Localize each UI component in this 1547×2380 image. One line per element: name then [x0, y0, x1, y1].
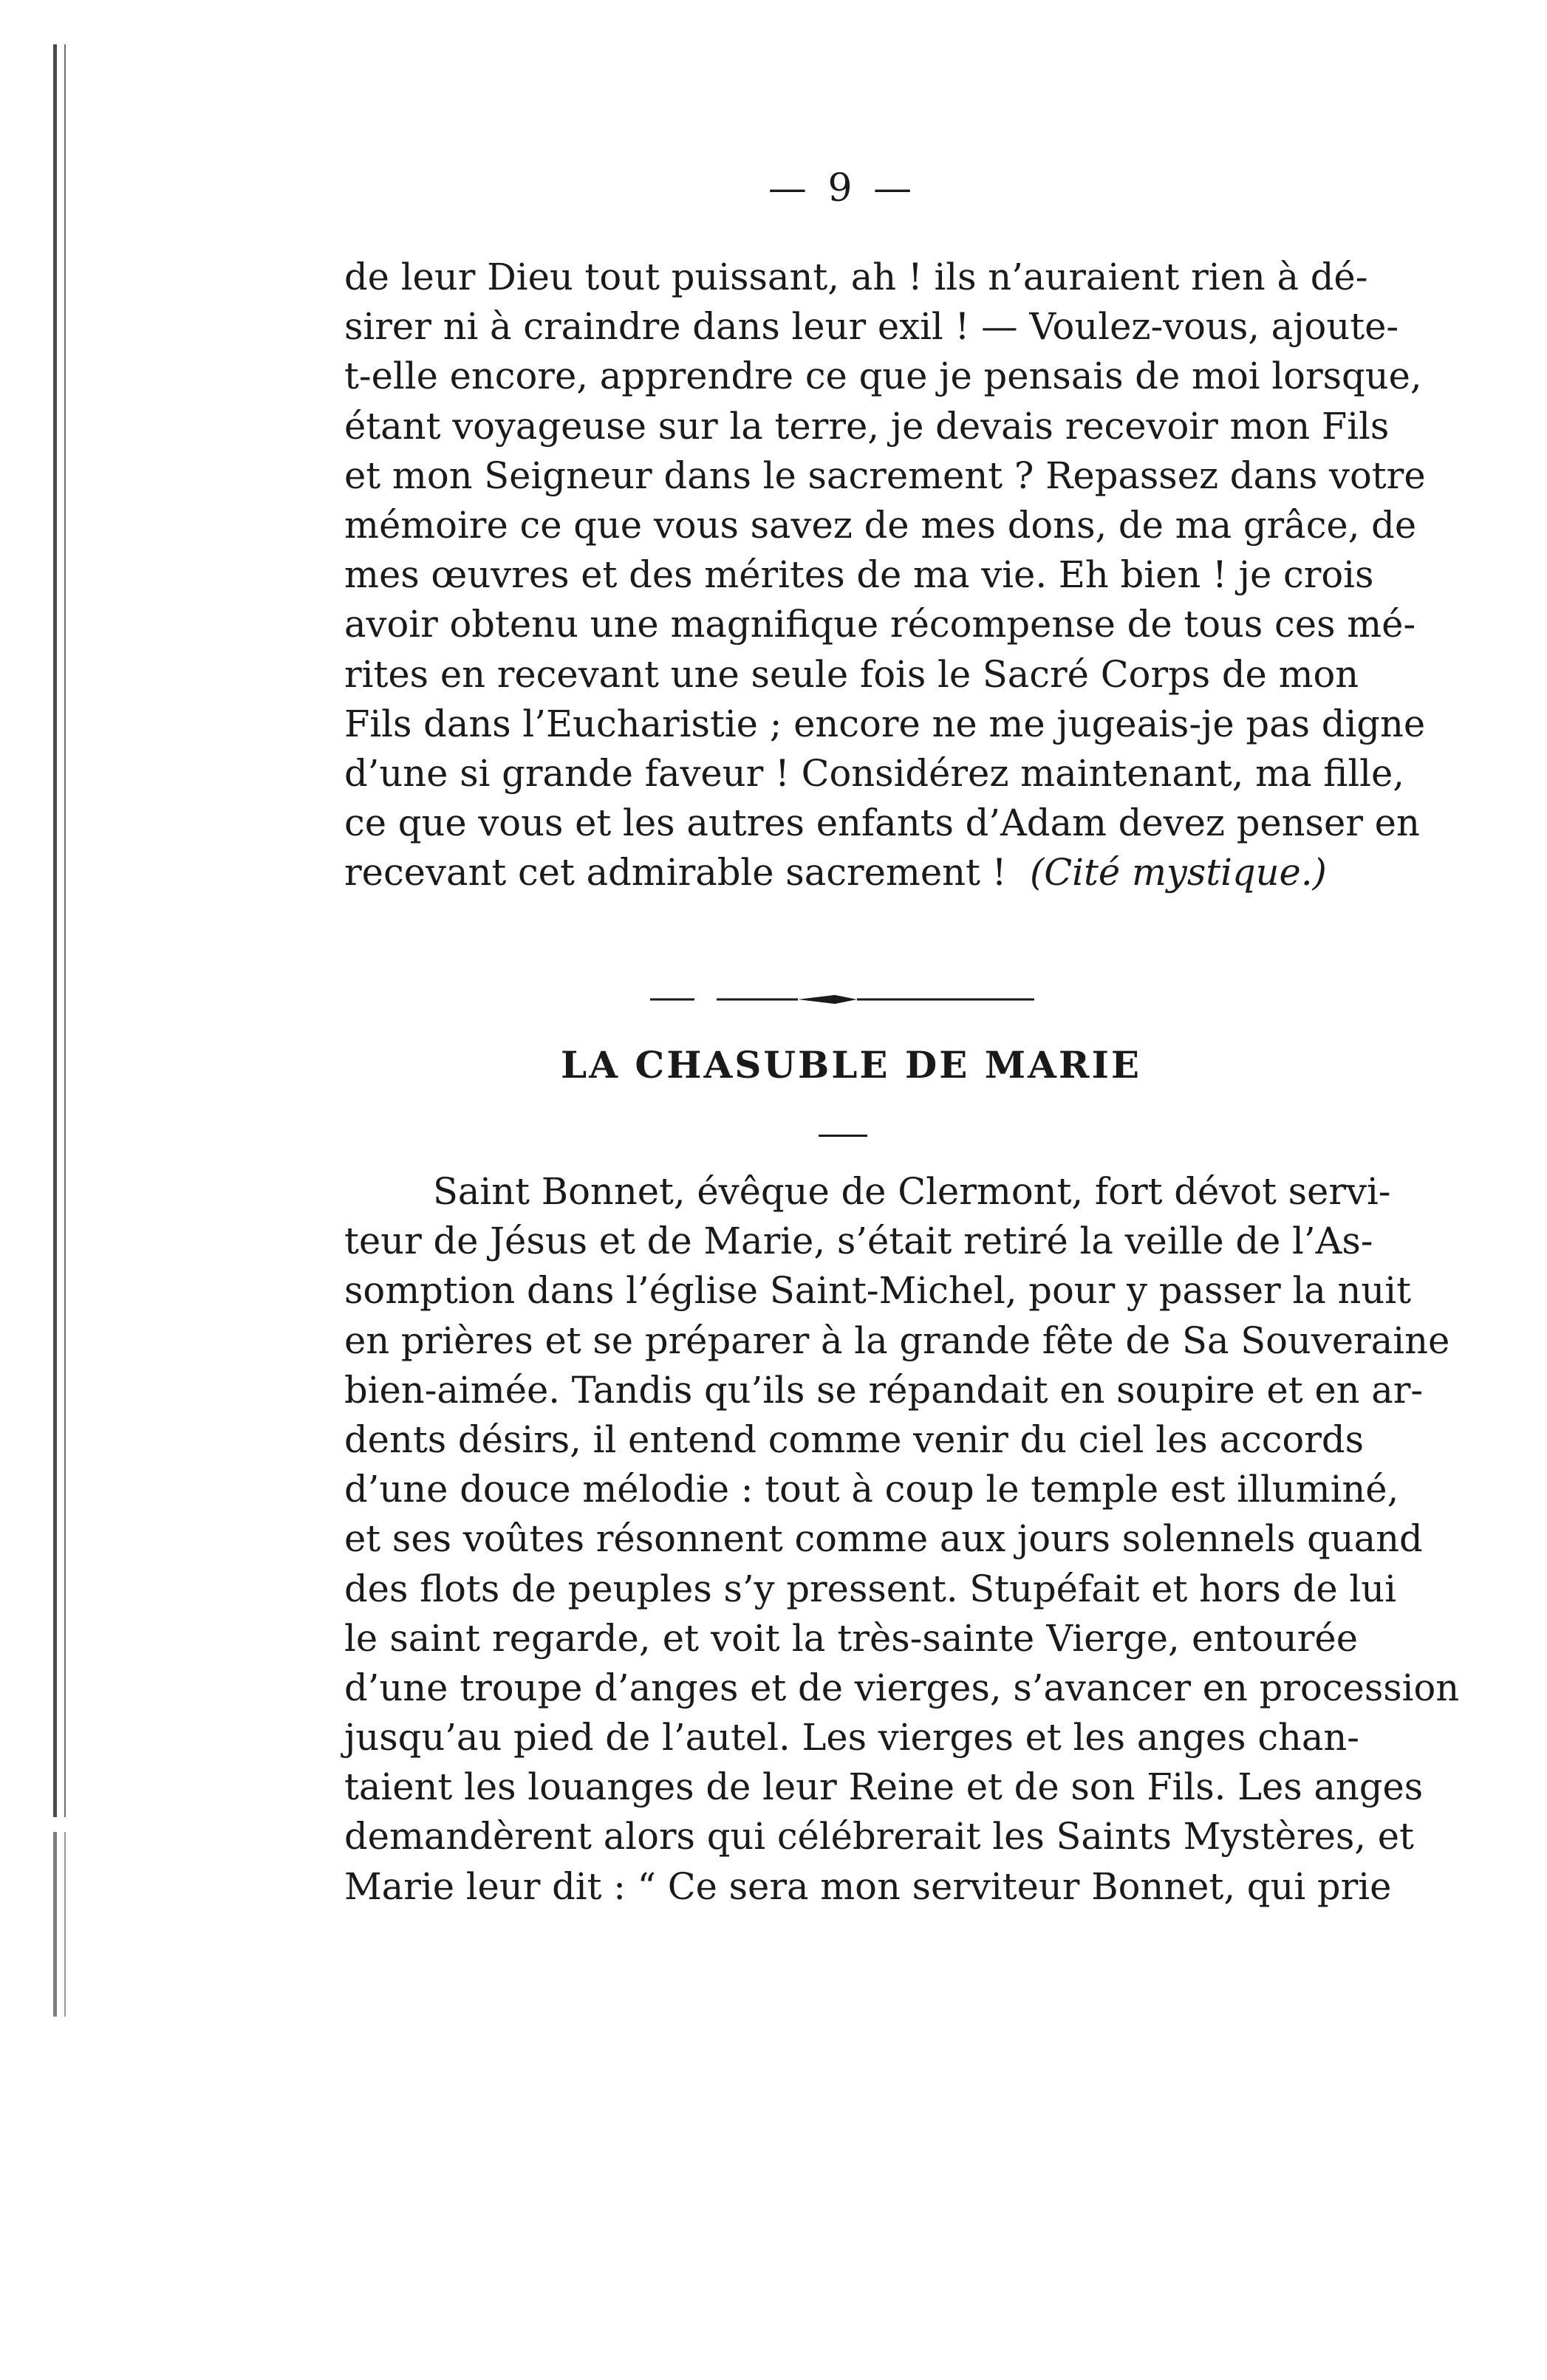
- text-line: jusqu’au pied de l’autel. Les vierges et les anges chan-: [344, 1716, 1360, 1760]
- text-line: teur de Jésus et de Marie, s’était retiré la veille de l’As-: [344, 1220, 1373, 1263]
- binding-edge-lower: [53, 1832, 66, 2017]
- text-line: demandèrent alors qui célébrerait les Saints Mystères, et: [344, 1815, 1414, 1858]
- text-line: Fils dans l’Eucharistie ; encore ne me jugeais-je pas digne: [344, 702, 1426, 745]
- text-line: rites en recevant une seule fois le Sacré Corps de mon: [344, 652, 1359, 696]
- text-line: ce que vous et les autres enfants d’Adam devez penser en: [344, 801, 1420, 845]
- binding-edge: [53, 44, 66, 1817]
- text-line: t-elle encore, apprendre ce que je pensais de moi lorsque,: [344, 355, 1422, 398]
- text-line: taient les louanges de leur Reine et de son Fils. Les anges: [344, 1765, 1424, 1809]
- text-line: avoir obtenu une magnifique récompense de tous ces mé-: [344, 603, 1416, 646]
- page-number: — 9 —: [768, 166, 917, 211]
- ornament-divider: [650, 988, 1034, 1011]
- text-line: dents désirs, il entend comme venir du ciel les accords: [344, 1418, 1364, 1461]
- text-line: étant voyageuse sur la terre, je devais recevoir mon Fils: [344, 404, 1390, 448]
- text-line: en prières et se préparer à la grande fête de Sa Souveraine: [344, 1319, 1450, 1362]
- text-line: sirer ni à craindre dans leur exil ! — Voulez-vous, ajoute-: [344, 305, 1399, 349]
- section-title: LA CHASUBLE DE MARIE: [561, 1043, 1141, 1087]
- text-line: mémoire ce que vous savez de mes dons, de ma grâce, de: [344, 503, 1417, 547]
- text-line: somption dans l’église Saint-Michel, pour y passer la nuit: [344, 1269, 1412, 1313]
- text-line: le saint regarde, et voit la très-sainte Vierge, entourée: [344, 1616, 1358, 1660]
- text-line: de leur Dieu tout puissant, ah ! ils n’auraient rien à dé-: [344, 256, 1368, 298]
- text-line: bien-aimée. Tandis qu’ils se répandait en soupire et en ar-: [344, 1368, 1424, 1412]
- text-line-last: [344, 848, 1358, 897]
- text-line: d’une si grande faveur ! Considérez maintenant, ma fille,: [344, 751, 1405, 795]
- text-line: des flots de peuples s’y pressent. Stupéfait et hors de lui: [344, 1567, 1396, 1610]
- text-line: d’une douce mélodie : tout à coup le temple est illuminé,: [344, 1468, 1399, 1511]
- last-line-text: recevant cet admirable sacrement !: [344, 851, 1007, 895]
- text-line: mes œuvres et des mérites de ma vie. Eh bien ! je crois: [344, 553, 1374, 597]
- text-line: Marie leur dit : “ Ce sera mon serviteur Bonnet, qui prie: [344, 1864, 1392, 1908]
- text-line: d’une troupe d’anges et de vierges, s’avancer en procession: [344, 1666, 1460, 1709]
- text-line: et mon Seigneur dans le sacrement ? Repassez dans votre: [344, 454, 1426, 497]
- title-rule: [819, 1135, 867, 1137]
- text-line: Saint Bonnet, évêque de Clermont, fort dévot servi-: [433, 1170, 1391, 1213]
- paragraph-2: [344, 1167, 1460, 1912]
- paragraph-1: [344, 253, 1426, 897]
- text-line: et ses voûtes résonnent comme aux jours solennels quand: [344, 1517, 1423, 1561]
- citation: (Cité mystique.): [1030, 851, 1327, 895]
